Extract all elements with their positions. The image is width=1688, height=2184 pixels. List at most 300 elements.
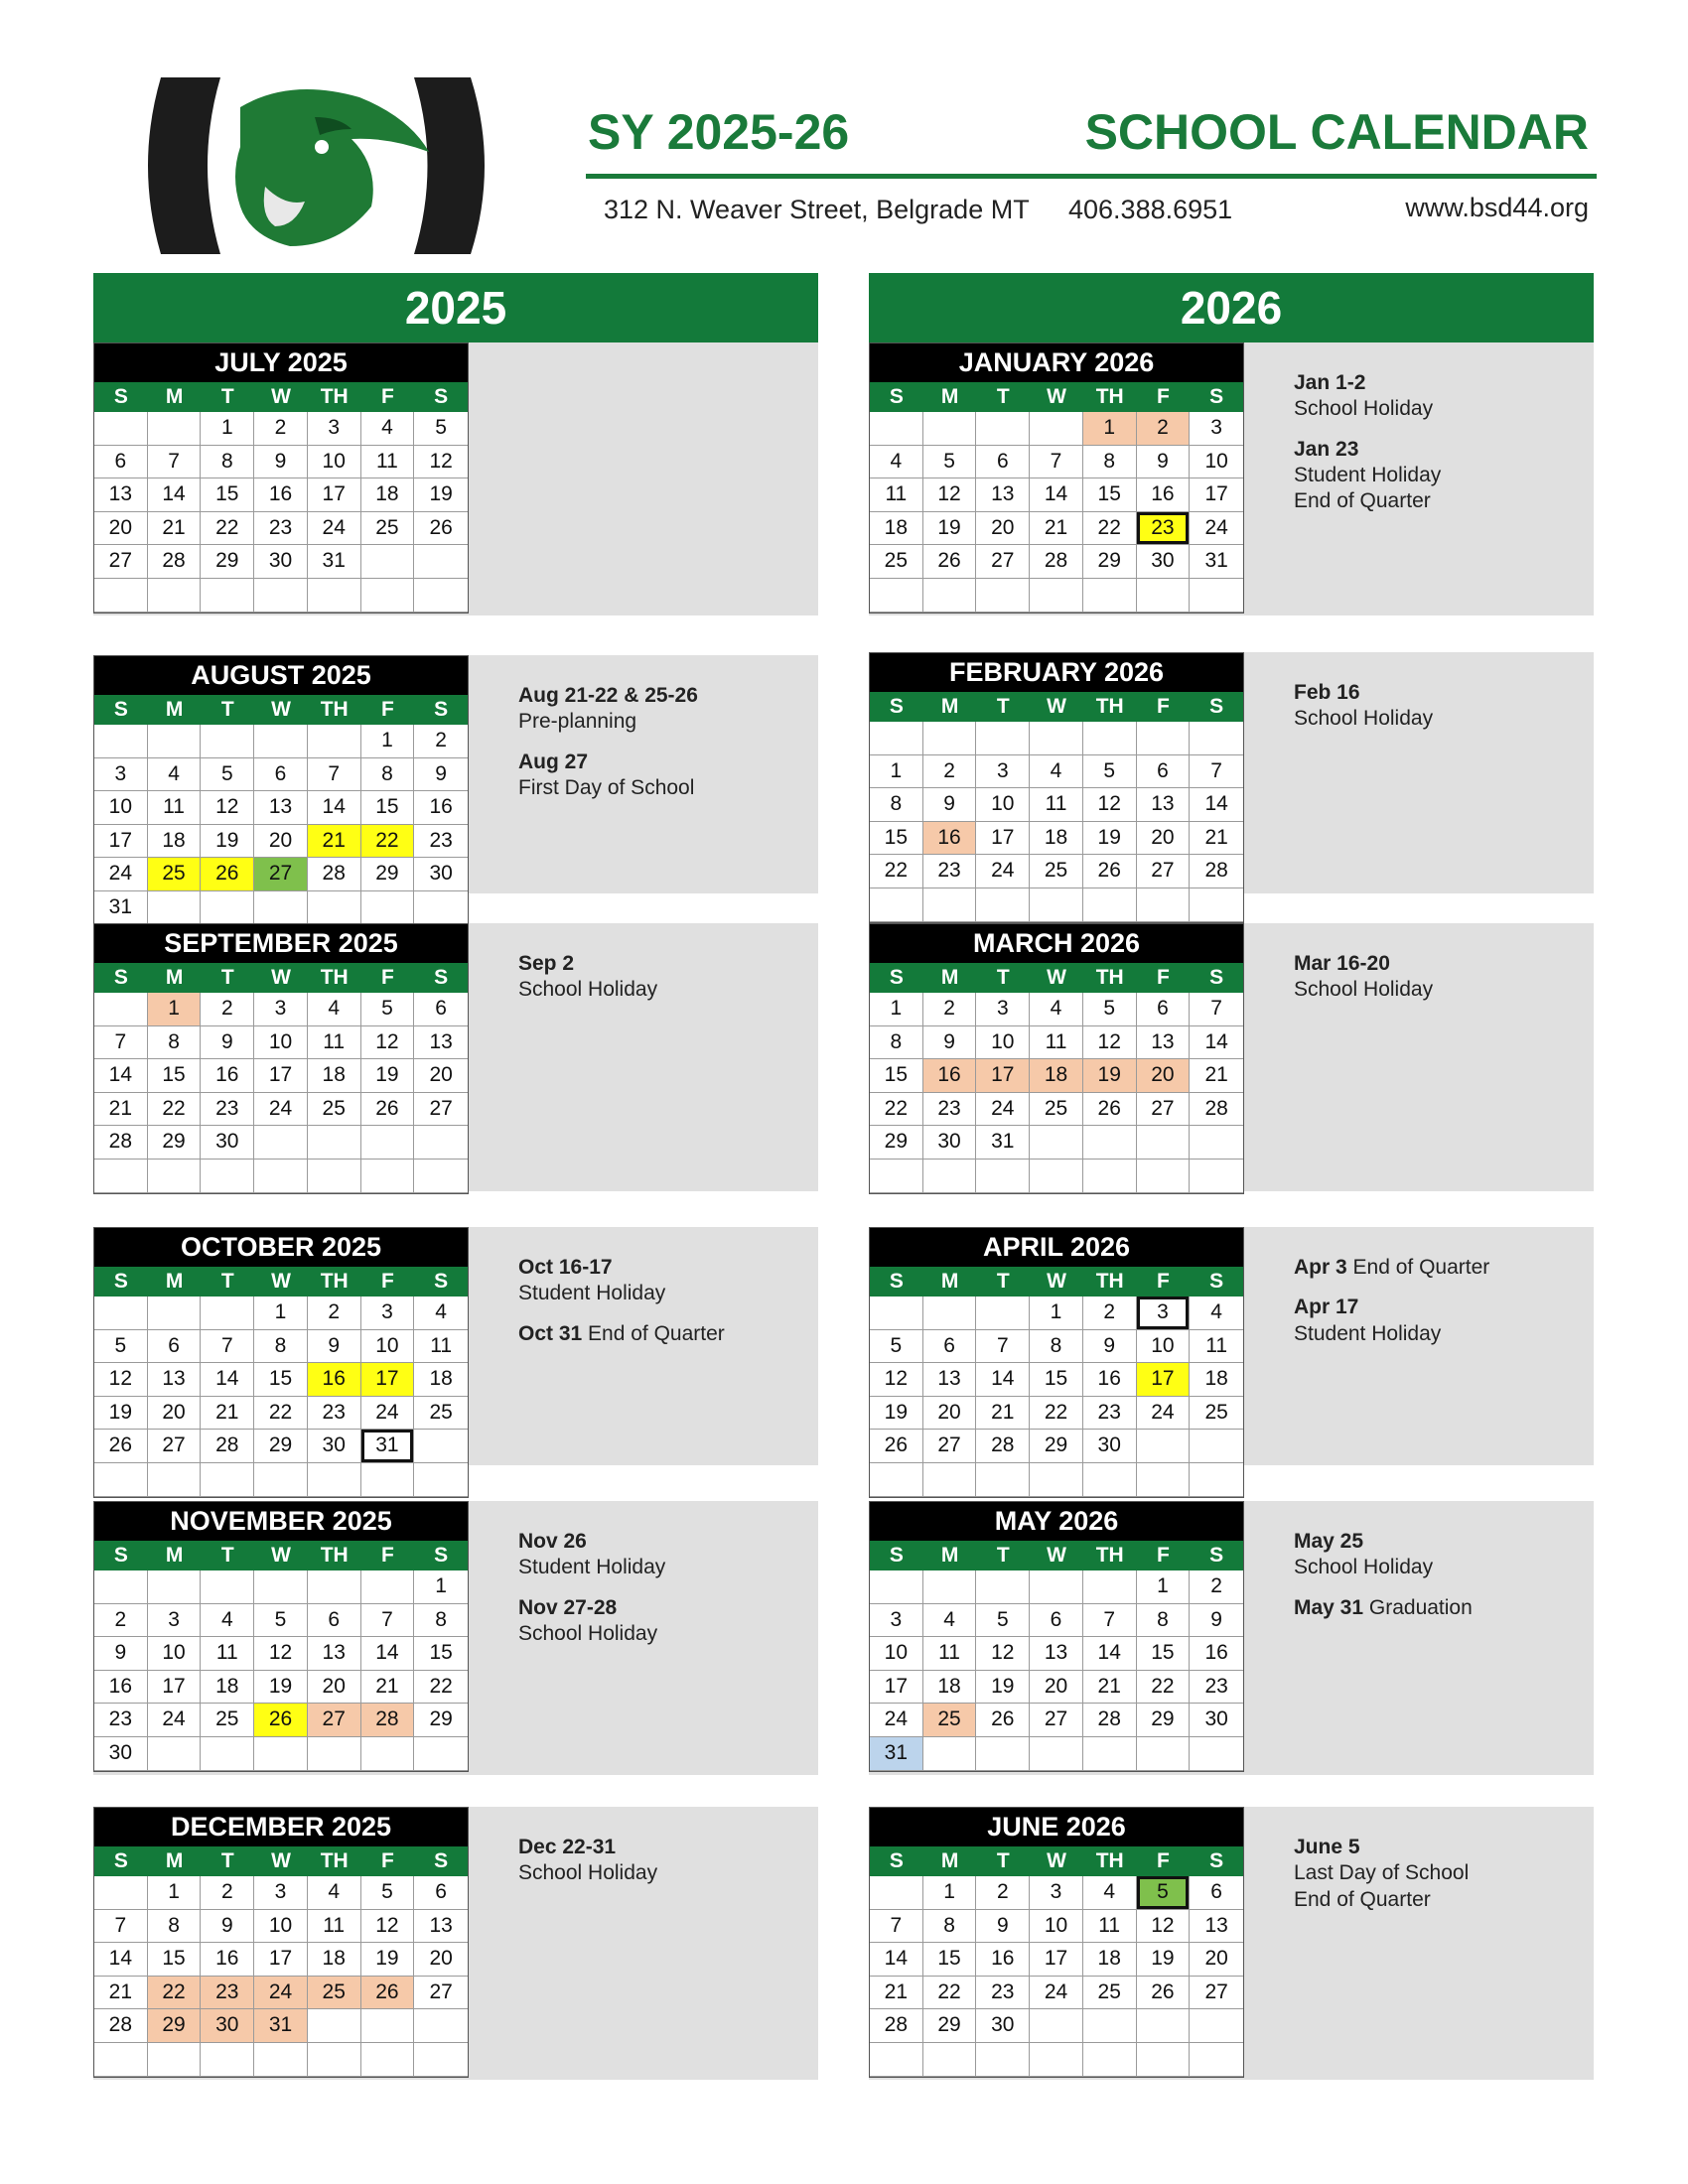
day-cell: 9 — [1190, 1604, 1243, 1638]
empty-day-cell — [1137, 1463, 1191, 1497]
weekday-label: S — [1209, 1544, 1224, 1567]
day-cell: 17 — [254, 1059, 308, 1093]
month-panel-january-2026 — [869, 342, 1594, 615]
month-notes — [518, 1835, 806, 1901]
day-cell: 30 — [1190, 1704, 1243, 1737]
weekday-label: F — [1157, 966, 1170, 989]
empty-day-cell — [976, 1570, 1030, 1604]
day-grid — [94, 725, 468, 925]
month-title: AUGUST 2025 — [94, 656, 468, 695]
event-description: Pre-planning — [518, 710, 637, 734]
day-cell: 18 — [870, 512, 923, 546]
empty-day-cell — [254, 1126, 308, 1160]
day-cell: 10 — [94, 791, 148, 825]
event-date: Jan 23 — [1294, 437, 1359, 461]
day-cell: 16 — [254, 478, 308, 512]
day-cell: 15 — [1083, 478, 1137, 512]
day-cell: 17 — [308, 478, 361, 512]
day-cell: 22 — [148, 1977, 202, 2010]
day-cell: 17 — [254, 1943, 308, 1977]
day-cell: 7 — [976, 1330, 1030, 1364]
event-date: Aug 21-22 & 25-26 — [518, 684, 698, 707]
weekday-label: M — [165, 966, 184, 989]
day-cell: 22 — [148, 1093, 202, 1127]
weekday-label: W — [271, 966, 291, 989]
day-cell: 31 — [308, 545, 361, 579]
day-cell: 9 — [923, 788, 977, 822]
day-cell: 18 — [923, 1671, 977, 1705]
weekday-label: S — [889, 966, 904, 989]
empty-day-cell — [201, 891, 254, 925]
weekday-label: M — [165, 1544, 184, 1567]
empty-day-cell — [870, 1160, 923, 1193]
day-cell: 11 — [870, 478, 923, 512]
day-cell: 14 — [308, 791, 361, 825]
day-cell: 2 — [201, 1876, 254, 1910]
empty-day-cell — [1137, 2043, 1191, 2077]
month-notes — [1294, 1255, 1582, 1361]
day-cell: 17 — [148, 1671, 202, 1705]
day-cell: 23 — [94, 1704, 148, 1737]
day-cell: 6 — [976, 446, 1030, 479]
event-date: Feb 16 — [1294, 681, 1360, 704]
empty-day-cell — [94, 1463, 148, 1497]
event-note — [1294, 1835, 1582, 1913]
month-title: JUNE 2026 — [870, 1808, 1243, 1846]
weekday-label: S — [434, 966, 449, 989]
month-notes — [1294, 680, 1582, 747]
day-cell: 26 — [201, 858, 254, 891]
day-cell: 13 — [1190, 1910, 1243, 1944]
day-cell: 22 — [201, 512, 254, 546]
empty-day-cell — [361, 1160, 415, 1193]
empty-day-cell — [976, 1737, 1030, 1771]
empty-day-cell — [870, 722, 923, 755]
day-cell: 9 — [976, 1910, 1030, 1944]
event-note — [1294, 370, 1582, 423]
day-cell: 9 — [201, 1910, 254, 1944]
day-cell: 9 — [308, 1330, 361, 1364]
day-cell: 28 — [148, 545, 202, 579]
day-cell: 11 — [148, 791, 202, 825]
weekday-label: W — [1047, 695, 1066, 718]
empty-day-cell — [1030, 2043, 1083, 2077]
empty-day-cell — [1137, 888, 1191, 922]
empty-day-cell — [308, 1570, 361, 1604]
day-cell: 11 — [1030, 788, 1083, 822]
school-year-title: SY 2025-26 — [588, 104, 850, 160]
weekday-label: W — [271, 698, 291, 721]
day-cell: 18 — [1030, 1059, 1083, 1093]
day-cell: 12 — [923, 478, 977, 512]
empty-day-cell — [976, 722, 1030, 755]
day-cell: 8 — [1083, 446, 1137, 479]
weekday-label: M — [940, 1849, 959, 1872]
day-grid — [870, 412, 1243, 613]
day-cell: 1 — [1083, 412, 1137, 446]
event-note — [518, 1255, 806, 1307]
day-cell: 16 — [414, 791, 468, 825]
month-notes — [518, 683, 806, 815]
empty-day-cell — [1083, 1160, 1137, 1193]
day-cell: 21 — [94, 1093, 148, 1127]
empty-day-cell — [1030, 1570, 1083, 1604]
month-title: SEPTEMBER 2025 — [94, 924, 468, 963]
day-cell: 29 — [148, 1126, 202, 1160]
day-cell: 7 — [1083, 1604, 1137, 1638]
day-cell: 5 — [976, 1604, 1030, 1638]
empty-day-cell — [308, 891, 361, 925]
day-cell: 4 — [1030, 993, 1083, 1026]
day-cell: 8 — [148, 1026, 202, 1060]
day-cell: 18 — [201, 1671, 254, 1705]
day-cell: 11 — [1030, 1026, 1083, 1060]
month-notes — [1294, 370, 1582, 528]
day-cell: 13 — [414, 1910, 468, 1944]
day-cell: 5 — [361, 993, 415, 1026]
day-cell: 17 — [94, 825, 148, 859]
day-cell: 2 — [308, 1297, 361, 1330]
weekday-label: M — [940, 1270, 959, 1293]
event-date: Dec 22-31 — [518, 1836, 617, 1858]
empty-day-cell — [1083, 1737, 1137, 1771]
event-description: Student Holiday — [518, 1282, 666, 1305]
empty-day-cell — [308, 1463, 361, 1497]
event-description: Graduation — [1368, 1595, 1473, 1619]
weekday-label: T — [220, 1544, 234, 1567]
day-cell: 9 — [1083, 1330, 1137, 1364]
day-cell: 1 — [148, 993, 202, 1026]
month-panel-october-2025 — [93, 1227, 818, 1465]
empty-day-cell — [1083, 1463, 1137, 1497]
day-cell: 4 — [361, 412, 415, 446]
day-cell: 9 — [1137, 446, 1191, 479]
empty-day-cell — [201, 1737, 254, 1771]
day-cell: 19 — [1083, 822, 1137, 856]
day-cell: 14 — [201, 1363, 254, 1397]
weekday-label: F — [1157, 695, 1170, 718]
day-cell: 18 — [1083, 1943, 1137, 1977]
empty-day-cell — [148, 1297, 202, 1330]
empty-day-cell — [414, 1463, 468, 1497]
day-cell: 6 — [1030, 1604, 1083, 1638]
empty-day-cell — [414, 2009, 468, 2043]
day-cell: 7 — [1190, 755, 1243, 789]
day-cell: 2 — [254, 412, 308, 446]
empty-day-cell — [870, 1876, 923, 1910]
day-cell: 8 — [870, 788, 923, 822]
weekday-label: S — [113, 1849, 128, 1872]
day-grid — [94, 1570, 468, 1771]
empty-day-cell — [254, 1737, 308, 1771]
weekday-header — [94, 1846, 468, 1876]
weekday-label: W — [1047, 966, 1066, 989]
day-cell: 16 — [201, 1059, 254, 1093]
event-note — [518, 951, 806, 1004]
weekday-label: S — [1209, 695, 1224, 718]
day-cell: 22 — [1030, 1397, 1083, 1431]
day-cell: 10 — [361, 1330, 415, 1364]
day-cell: 7 — [94, 1026, 148, 1060]
day-cell: 27 — [1137, 855, 1191, 888]
day-cell: 15 — [414, 1637, 468, 1671]
day-cell: 12 — [976, 1637, 1030, 1671]
day-cell: 6 — [1190, 1876, 1243, 1910]
weekday-label: S — [889, 695, 904, 718]
empty-day-cell — [148, 891, 202, 925]
empty-day-cell — [94, 725, 148, 758]
day-cell: 24 — [1030, 1977, 1083, 2010]
day-cell: 28 — [94, 2009, 148, 2043]
weekday-label: TH — [320, 1544, 349, 1567]
empty-day-cell — [923, 1160, 977, 1193]
day-cell: 21 — [870, 1977, 923, 2010]
weekday-label: W — [1047, 1270, 1066, 1293]
empty-day-cell — [1190, 2043, 1243, 2077]
day-cell: 1 — [361, 725, 415, 758]
day-cell: 26 — [254, 1704, 308, 1737]
day-cell: 7 — [148, 446, 202, 479]
day-cell: 22 — [1137, 1671, 1191, 1705]
day-cell: 21 — [1030, 512, 1083, 546]
day-cell: 6 — [94, 446, 148, 479]
empty-day-cell — [414, 1737, 468, 1771]
empty-day-cell — [1137, 1126, 1191, 1160]
empty-day-cell — [94, 993, 148, 1026]
day-cell: 31 — [870, 1737, 923, 1771]
day-cell: 22 — [923, 1977, 977, 2010]
empty-day-cell — [1190, 888, 1243, 922]
day-cell: 22 — [870, 1093, 923, 1127]
weekday-label: M — [940, 385, 959, 408]
day-cell: 2 — [976, 1876, 1030, 1910]
day-cell: 14 — [94, 1059, 148, 1093]
day-cell: 28 — [1083, 1704, 1137, 1737]
event-date: May 31 — [1294, 1595, 1364, 1619]
day-cell: 30 — [201, 1126, 254, 1160]
day-cell: 27 — [148, 1430, 202, 1463]
day-cell: 26 — [361, 1093, 415, 1127]
day-cell: 27 — [94, 545, 148, 579]
day-cell: 25 — [1030, 1093, 1083, 1127]
weekday-label: W — [1047, 385, 1066, 408]
day-cell: 30 — [414, 858, 468, 891]
weekday-label: T — [220, 1849, 234, 1872]
day-cell: 26 — [1083, 855, 1137, 888]
day-cell: 8 — [254, 1330, 308, 1364]
day-cell: 13 — [308, 1637, 361, 1671]
day-cell: 27 — [1137, 1093, 1191, 1127]
empty-day-cell — [1030, 579, 1083, 613]
day-cell: 23 — [1083, 1397, 1137, 1431]
event-date: Sep 2 — [518, 952, 575, 975]
empty-day-cell — [201, 725, 254, 758]
weekday-label: F — [1157, 1544, 1170, 1567]
day-cell: 18 — [1030, 822, 1083, 856]
day-cell: 13 — [254, 791, 308, 825]
month-calendar — [93, 1501, 469, 1772]
weekday-label: S — [113, 1544, 128, 1567]
month-calendar — [869, 652, 1244, 923]
weekday-header — [870, 692, 1243, 722]
day-cell: 14 — [976, 1363, 1030, 1397]
month-panel-july-2025 — [93, 342, 818, 615]
day-cell: 19 — [361, 1059, 415, 1093]
day-cell: 29 — [923, 2009, 977, 2043]
event-note — [518, 1321, 806, 1347]
day-cell: 8 — [870, 1026, 923, 1060]
empty-day-cell — [414, 1160, 468, 1193]
weekday-header — [94, 382, 468, 412]
day-cell: 9 — [923, 1026, 977, 1060]
month-title: JANUARY 2026 — [870, 343, 1243, 382]
day-grid — [94, 1876, 468, 2077]
day-cell: 26 — [1137, 1977, 1191, 2010]
event-description: School Holiday — [1294, 397, 1434, 421]
month-notes — [1294, 1835, 1582, 1927]
day-cell: 14 — [870, 1943, 923, 1977]
empty-day-cell — [201, 1463, 254, 1497]
weekday-label: W — [271, 385, 291, 408]
event-note — [1294, 680, 1582, 733]
day-cell: 2 — [1137, 412, 1191, 446]
day-cell: 23 — [923, 1093, 977, 1127]
school-website[interactable]: www.bsd44.org — [1405, 193, 1589, 222]
day-cell: 23 — [201, 1977, 254, 2010]
weekday-label: S — [434, 1544, 449, 1567]
day-cell: 23 — [308, 1397, 361, 1431]
day-cell: 9 — [94, 1637, 148, 1671]
weekday-label: F — [1157, 385, 1170, 408]
day-cell: 3 — [976, 755, 1030, 789]
month-calendar — [93, 1227, 469, 1498]
day-cell: 21 — [148, 512, 202, 546]
empty-day-cell — [923, 1737, 977, 1771]
day-cell: 12 — [1083, 788, 1137, 822]
day-cell: 20 — [1030, 1671, 1083, 1705]
weekday-label: F — [381, 698, 394, 721]
day-cell: 19 — [201, 825, 254, 859]
weekday-label: F — [381, 385, 394, 408]
month-calendar — [93, 655, 469, 926]
month-calendar — [93, 342, 469, 614]
month-title: DECEMBER 2025 — [94, 1808, 468, 1846]
day-cell: 11 — [308, 1910, 361, 1944]
event-date: Oct 16-17 — [518, 1256, 613, 1279]
day-cell: 19 — [361, 1943, 415, 1977]
empty-day-cell — [414, 579, 468, 613]
empty-day-cell — [1030, 1463, 1083, 1497]
day-grid — [870, 1876, 1243, 2077]
day-cell: 2 — [414, 725, 468, 758]
empty-day-cell — [1190, 2009, 1243, 2043]
weekday-label: S — [113, 698, 128, 721]
day-cell: 30 — [976, 2009, 1030, 2043]
day-cell: 30 — [923, 1126, 977, 1160]
day-cell: 13 — [923, 1363, 977, 1397]
day-cell: 21 — [1190, 822, 1243, 856]
day-cell: 21 — [1190, 1059, 1243, 1093]
day-cell: 27 — [976, 545, 1030, 579]
day-cell: 3 — [1190, 412, 1243, 446]
day-cell: 20 — [1137, 1059, 1191, 1093]
weekday-label: S — [113, 966, 128, 989]
weekday-label: TH — [1095, 385, 1124, 408]
day-cell: 1 — [254, 1297, 308, 1330]
empty-day-cell — [308, 1160, 361, 1193]
weekday-label: T — [996, 1849, 1010, 1872]
event-description: School Holiday — [518, 1861, 658, 1885]
weekday-label: TH — [1095, 1270, 1124, 1293]
event-description: End of Quarter — [588, 1321, 725, 1345]
day-cell: 8 — [414, 1604, 468, 1638]
day-cell: 3 — [94, 758, 148, 792]
empty-day-cell — [94, 1297, 148, 1330]
day-cell: 28 — [308, 858, 361, 891]
day-cell: 2 — [923, 755, 977, 789]
event-date: Jan 1-2 — [1294, 371, 1366, 394]
month-panel-november-2025 — [93, 1501, 818, 1775]
day-cell: 28 — [976, 1430, 1030, 1463]
day-cell: 16 — [923, 1059, 977, 1093]
day-cell: 8 — [201, 446, 254, 479]
weekday-label: M — [165, 1270, 184, 1293]
day-cell: 1 — [1137, 1570, 1191, 1604]
day-cell: 29 — [201, 545, 254, 579]
day-cell: 31 — [254, 2009, 308, 2043]
year-banner-2026: 2026 — [869, 273, 1594, 342]
day-cell: 30 — [94, 1737, 148, 1771]
weekday-label: F — [1157, 1270, 1170, 1293]
day-cell: 1 — [414, 1570, 468, 1604]
day-cell: 29 — [1083, 545, 1137, 579]
weekday-label: S — [889, 1849, 904, 1872]
title-rule — [586, 174, 1597, 179]
weekday-label: S — [889, 1544, 904, 1567]
day-cell: 18 — [1190, 1363, 1243, 1397]
day-cell: 22 — [870, 855, 923, 888]
day-cell: 3 — [976, 993, 1030, 1026]
day-cell: 25 — [148, 858, 202, 891]
day-cell: 17 — [1137, 1363, 1191, 1397]
day-cell: 15 — [1030, 1363, 1083, 1397]
empty-day-cell — [308, 1126, 361, 1160]
day-cell: 20 — [1137, 822, 1191, 856]
event-date: Nov 26 — [518, 1530, 587, 1553]
day-cell: 27 — [1030, 1704, 1083, 1737]
day-cell: 5 — [1083, 993, 1137, 1026]
day-cell: 31 — [361, 1430, 415, 1463]
day-cell: 3 — [254, 993, 308, 1026]
event-note — [1294, 1255, 1582, 1281]
empty-day-cell — [308, 2043, 361, 2077]
empty-day-cell — [361, 2043, 415, 2077]
day-cell: 30 — [201, 2009, 254, 2043]
day-cell: 6 — [923, 1330, 977, 1364]
month-calendar — [93, 923, 469, 1194]
empty-day-cell — [148, 412, 202, 446]
day-grid — [94, 1297, 468, 1497]
day-cell: 5 — [201, 758, 254, 792]
day-cell: 5 — [361, 1876, 415, 1910]
weekday-header — [870, 963, 1243, 993]
empty-day-cell — [201, 1160, 254, 1193]
empty-day-cell — [923, 412, 977, 446]
day-cell: 5 — [94, 1330, 148, 1364]
empty-day-cell — [1137, 579, 1191, 613]
empty-day-cell — [1030, 2009, 1083, 2043]
day-cell: 10 — [254, 1026, 308, 1060]
